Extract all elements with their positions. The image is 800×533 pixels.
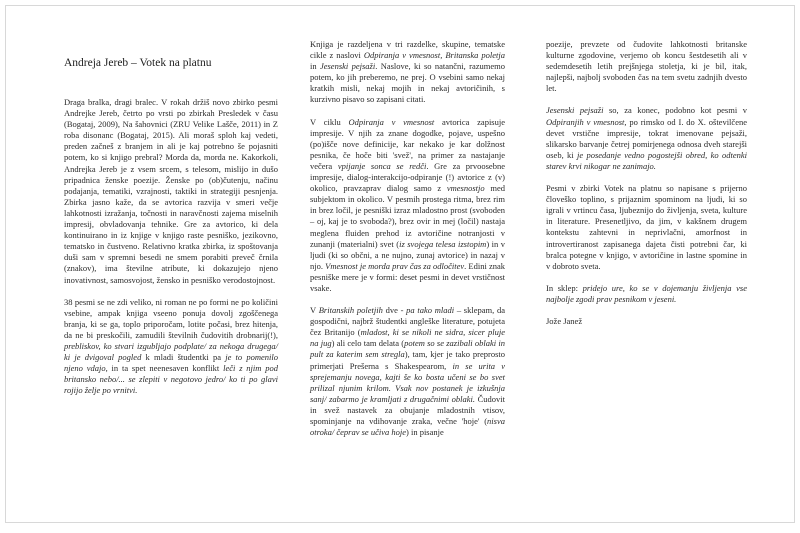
right-column xyxy=(546,39,747,327)
middle-column xyxy=(310,39,505,438)
paragraph: Knjiga je razdeljena v tri razdelke, skupine, tematske cikle z naslovi Odpiranja v vmesnost, Britanska poletja in Jesenski pejsaži. Naslove, ki so natančni, razumemo potem, ko jih preberemo, ne prej. O vsebini samo nekaj kratkih misli, nekaj mojih in nekaj avtoričinih, s kurzivno pisavo so zapisani citati. xyxy=(310,39,505,105)
paragraph: Jesenski pejsaži so, za konec, podobno kot pesmi v Odpiranjih v vmesnost, po rimsko od I. do X. oštevilčene devet vrstične impresije, tokrat imenovane pejsaži, slikarsko barvanje četrej pomirjenega odnosa dveh starejši oseb, ki je posedanje vedno pogostejši obred, ko odtenki starev krvi nikogar ne zanimajo. xyxy=(546,105,747,171)
paragraph: V Britanskih poletjih dve - pa tako mladi – sklepam, da gospodični, najbrž študentki angleške literature, potujeta čez Britanijo (mladost, ki se nikoli ne sidra, sicer pluje na jug) ali celo tam delata (potem so se zazibali oblaki in pult za katerim sem stregla), tam, kjer je tako preprosto primerjati Prešerna s Shakespearom, in se urita v sprejemanju novega, kajti še ko bosta učeni se bo svet prilizal njunim krilom. Vsak nov postanek je izkušnja sanj/ zabarmo je kramljati z drugačnimi oblaki. Čudovit in svež nastavek za obujanje mladostnih vtisov, spominjanje na vdihovanje zraka, večne 'hoje' (nisva otroka/ čeprav se učiva hoje) in pisanje xyxy=(310,305,506,438)
paragraph: 38 pesmi se ne zdi veliko, ni roman ne po formi ne po količini vsebine, ampak knjiga vseeno ponuja dovolj zgoščenega branja, ki se ga, toplo priporočam, lotite počasi, brez hitenja, da ne bi preskočili, zamudili številnih čudovitih drobnarij(!), prebliskov, ko stvari izgubljajo podplate/ za nekoga drugega/ ki je dvigoval pogled k mladi študentki pa je to pomenilo njeno vdajo, in ta spet neenesaven konflikt leči z njim pod britansko nebo/... se zlepiti v negotovo jedro/ ko ti po glavi rojijo želje po vrnitvi. xyxy=(64,296,279,396)
paragraph: Draga bralka, dragi bralec. V rokah držiš novo zbirko pesmi Andrejke Jereb, četrto po vrsti po zbirkah Presledek v času (Bogataj, 2009), Na šahovnici (ZRU Velike Lašče, 2011) in Z roba disonanc (Bogataj, 2015). Ali moraš sploh kaj vedeti, preden začneš z branjem in ali je kaj potrebno še pojasniti potem, ko si knjigo prebral? Morda da, morda ne. Kakorkoli, Andrejka Jereb je z vsem srcem, s telesom, mislijo in dušo pripadnica ženske poezije. Ženske po (ob)čutenju, načinu podajanja, tematiki, vzrajnosti, taktiki in strategiji pesnjenja. Zbirka jasno kaže, da se avtorica razvija v smeri večje lahkotnosti izražanja, točnosti in naravčnosti zajema miselnih impresij, obvladovanja tehnike. Gre za avtorico, ki dela kontinuirano in iz knjige v knjigo raste pesniško, jezikovno, tematsko in čustveno. Relativno kratka zbirka, iz spoštovanja duši sam v spremni besedi ne smem porabiti preveč črnila (znakov), ima številne atribute, ki dokazujejo njeno inovativnost, samosvojost, žensko in pesniško verodostojnost. xyxy=(64,97,278,285)
paragraph: In sklep: pridejo ure, ko se v dojemanju življenja vse najbolje zgodi prav pesnikom v jeseni. xyxy=(546,282,747,304)
page-title: Andreja Jereb – Votek na platnu xyxy=(64,57,212,69)
paragraph: Pesmi v zbirki Votek na platnu so napisane s prijerno človeško toplino, s prijaznim spominom na ljudi, ki so igrali v vrtincu časa, ljubeznijo do življenja, sveta, kulture in literature. Presenetljivo, da jim, v kakšnem drugem kontekstu zahtevni in neprivlačni, amorfnost in introvertiranost zapisanega dajeta čisti potrebni čar, ki bralca potegne v knjigo, v avtoričine in lastne spomine in v dobroto sveta. xyxy=(546,183,747,271)
paragraph: poezije, prevzete od čudovite lahkotnosti britanske kulturne zgodovine, verjemo ob koncu šestdesetih ali v sedemdesetih letih prejšnjega stoletja, ki je bil, itak, najlepši, najbolj svoboden čas na tem svetu zadnjih dvesto let. xyxy=(546,39,747,94)
signature: Jože Janež xyxy=(546,315,583,326)
paragraph: V ciklu Odpiranja v vmesnost avtorica zapisuje impresije. V njih za znane dogodke, pojave, uspešno (po)išče nove definicije, kar nekako je kar dolžnost pesnika, če hoče biti 'svež', na primer za nastajanje večera vpijanje sonca se redči. Gre za prvoosebne impresije, dialog-interakcijo-odpiranje (!) avtorice z (v) okolico, pravzaprav dialog samo z vmesnostjo med subjektom in okolico. V pesmih prostega ritma, brez rim in brez ločil, je pesniški izraz mladostno prost (svoboden – oj, kaj je to svoboda?), brez ovir in mej (ločil) nastaja meglena fluiden prehod iz avtoričine notranjosti v zunanji (materialni) svet (iz svojega telesa izstopim) in v ljudi (ki so občni, a ne nujno, zunaj avtorice) in nazaj v njo. Vmesnost je morda prav čas za odločitev. Edini znak pesniške mere je v formi: deset pesmi in devet vrstičnost vsake. xyxy=(310,116,505,293)
left-column xyxy=(64,56,278,396)
book-spread xyxy=(5,5,795,523)
